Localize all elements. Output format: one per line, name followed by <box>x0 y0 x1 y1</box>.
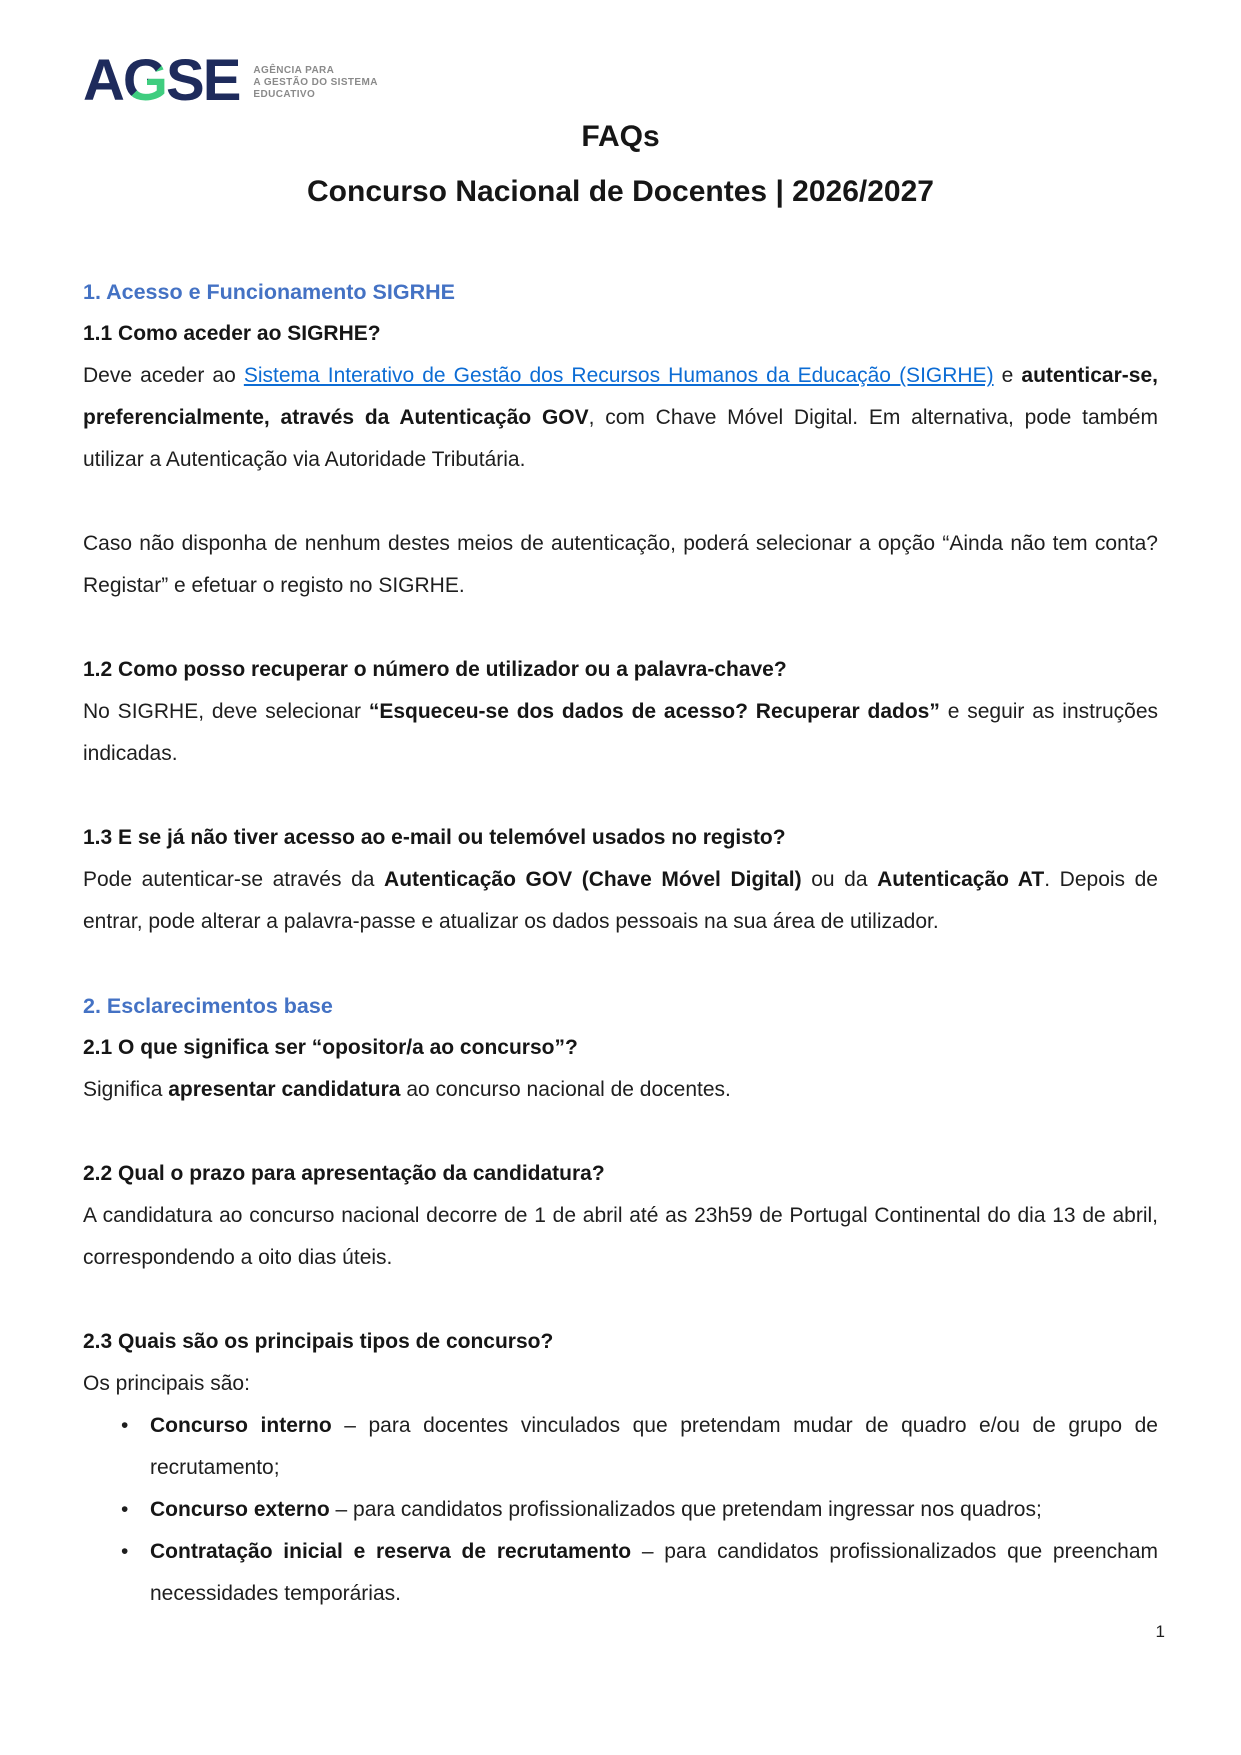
text-run: – para candidatos profissionalizados que preencham necessidades temporárias. <box>150 1540 1158 1605</box>
document-body <box>83 271 1158 1615</box>
text-run: Pode autenticar-se através da <box>83 868 385 891</box>
text-run: , com Chave Móvel Digital. Em alternativa, pode também utilizar a Autenticação via Autoridade Tributária. <box>83 406 1158 471</box>
logo-letter-s: S <box>166 48 203 113</box>
logo-letter-a: A <box>83 48 123 113</box>
concurso-types-list <box>83 1405 1158 1615</box>
logo-letter-g: G <box>122 48 167 113</box>
section-1-heading: 1. Acesso e Funcionamento SIGRHE <box>83 280 455 304</box>
tagline-line-2: A GESTÃO DO SISTEMA <box>253 77 378 88</box>
text-run: Significa <box>83 1078 169 1101</box>
tagline-line-3: EDUCATIVO <box>253 89 316 100</box>
text-run: A candidatura ao concurso nacional decorre de 1 de abril até as 23h59 de Portugal Continental do dia 13 de abril, correspondendo a oito dias úteis. <box>83 1204 1158 1269</box>
bullet-item <box>83 1489 1158 1531</box>
agse-logo <box>83 48 1158 113</box>
bold-run: Concurso interno <box>150 1414 332 1437</box>
bold-run: Autenticação GOV (Chave Móvel Digital) <box>384 868 802 891</box>
text-run: Os principais são: <box>83 1372 250 1395</box>
bold-run: Autenticação AT <box>877 868 1045 891</box>
page-number: 1 <box>1155 1622 1165 1641</box>
question-2-1: 2.1 O que significa ser “opositor/a ao concurso”? <box>83 1036 578 1059</box>
answer-1-1-registration <box>83 523 1158 607</box>
text-run: e <box>993 364 1022 387</box>
bullet-item <box>83 1405 1158 1489</box>
bold-run: “Esqueceu-se dos dados de acesso? Recuperar dados” <box>368 700 940 723</box>
question-2-3: 2.3 Quais são os principais tipos de concurso? <box>83 1330 554 1353</box>
bold-run: autenticar-se, preferencialmente, através da Autenticação GOV <box>83 364 1158 429</box>
page-title: FAQs <box>581 120 660 153</box>
question-1-1: 1.1 Como aceder ao SIGRHE? <box>83 322 381 345</box>
text-run: – para candidatos profissionalizados que pretendam ingressar nos quadros; <box>329 1498 1042 1521</box>
answer-2-2 <box>83 1195 1158 1279</box>
text-run: Caso não disponha de nenhum destes meios de autenticação, poderá selecionar a opção “Ainda não tem conta? Registar” e efetuar o registo no SIGRHE. <box>83 532 1158 597</box>
answer-1-3 <box>83 859 1158 943</box>
agse-logo-tagline <box>253 65 377 108</box>
text-run: . Depois de entrar, pode alterar a palavra-passe e atualizar os dados pessoais na sua área de utilizador. <box>83 868 1158 933</box>
answer-1-2 <box>83 691 1158 775</box>
text-run: e seguir as instruções indicadas. <box>83 700 1158 765</box>
answer-1-1 <box>83 355 1158 481</box>
section-2-heading: 2. Esclarecimentos base <box>83 994 333 1018</box>
page-subtitle: Concurso Nacional de Docentes | 2026/2027 <box>307 175 934 208</box>
logo-letter-e: E <box>202 48 240 113</box>
question-1-2: 1.2 Como posso recuperar o número de utilizador ou a palavra-chave? <box>83 658 787 681</box>
agse-logo-wordmark <box>83 48 240 113</box>
text-run: ou da <box>801 868 878 891</box>
text-run: ao concurso nacional de docentes. <box>400 1078 731 1101</box>
tagline-line-1: AGÊNCIA PARA <box>253 65 335 76</box>
bold-run: Contratação inicial e reserva de recrutamento <box>150 1540 632 1563</box>
sigrhe-link[interactable]: Sistema Interativo de Gestão dos Recursos Humanos da Educação (SIGRHE) <box>243 364 994 387</box>
bold-run: apresentar candidatura <box>168 1078 401 1101</box>
text-run: Deve aceder ao <box>83 364 244 387</box>
answer-2-3-intro <box>83 1363 1158 1405</box>
document-header <box>83 48 1158 211</box>
bullet-item <box>83 1531 1158 1615</box>
answer-2-1 <box>83 1069 1158 1111</box>
bold-run: Concurso externo <box>150 1498 330 1521</box>
text-run: No SIGRHE, deve selecionar <box>83 700 369 723</box>
question-2-2: 2.2 Qual o prazo para apresentação da candidatura? <box>83 1162 605 1185</box>
question-1-3: 1.3 E se já não tiver acesso ao e-mail ou telemóvel usados no registo? <box>83 826 786 849</box>
text-run: – para docentes vinculados que pretendam mudar de quadro e/ou de grupo de recrutamento; <box>150 1414 1158 1479</box>
